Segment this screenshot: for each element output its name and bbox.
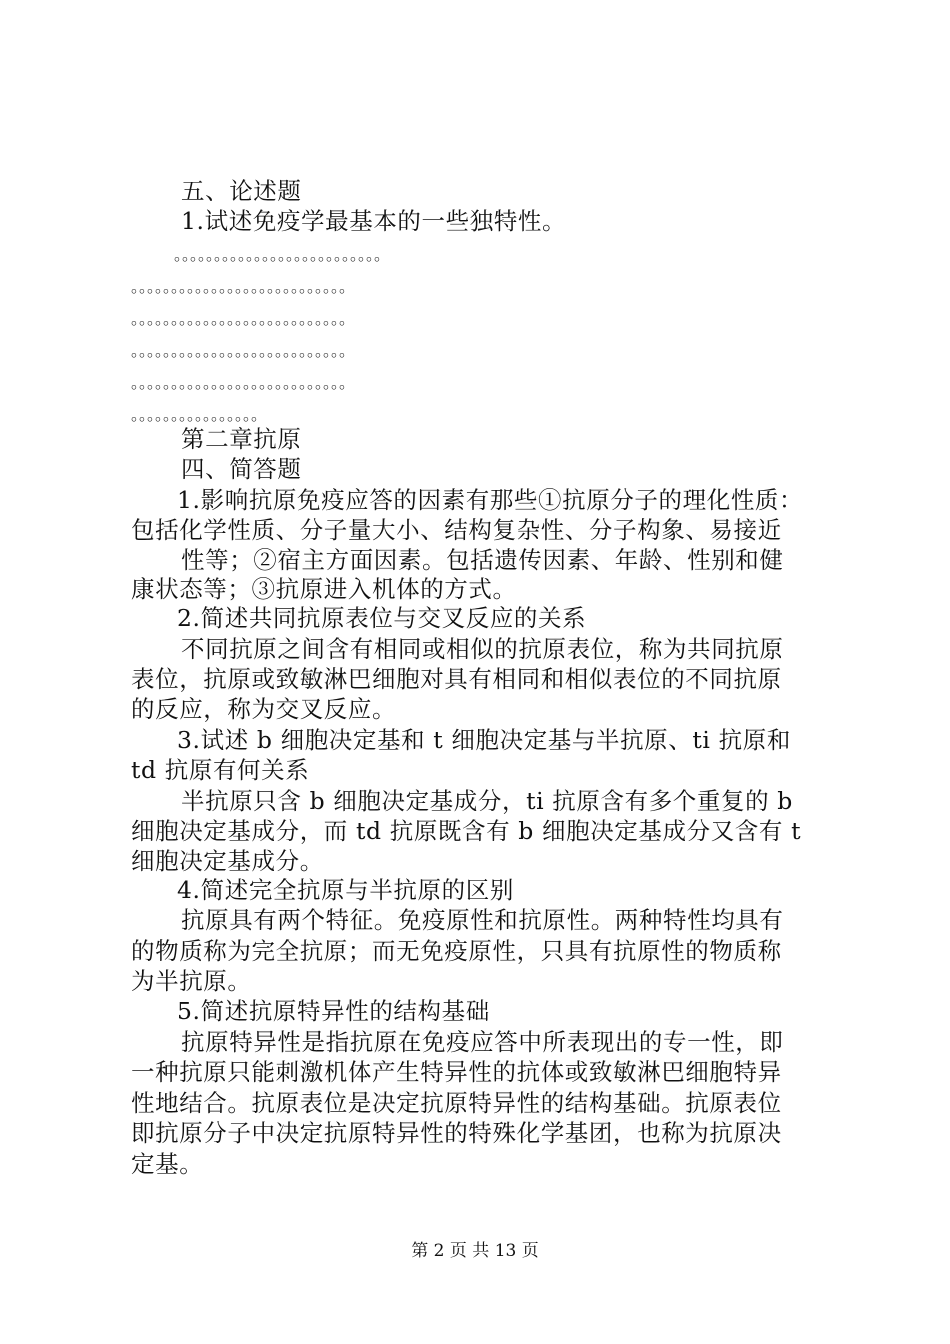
text-line: 不同抗原之间含有相同或相似的抗原表位，称为共同抗原	[181, 635, 784, 663]
answer-placeholder-dots-6: 。。。。。。。。。。。。。。。。	[131, 405, 268, 424]
text-line: 3.试述 b 细胞决定基和 t 细胞决定基与半抗原、ti 抗原和	[177, 726, 791, 754]
text-line: 4.简述完全抗原与半抗原的区别	[177, 876, 514, 904]
answer-placeholder-dots-4: 。。。。。。。。。。。。。。。。。。。。。。。。。。。	[131, 341, 356, 360]
section-heading-short-answer: 四、简答题	[181, 455, 302, 483]
answer-placeholder-dots-5: 。。。。。。。。。。。。。。。。。。。。。。。。。。。	[131, 373, 356, 392]
text-line: 性等；②宿主方面因素。包括遗传因素、年龄、性别和健	[181, 546, 784, 574]
text-line: 表位，抗原或致敏淋巴细胞对具有相同和相似表位的不同抗原	[131, 665, 782, 693]
text-line: 抗原特异性是指抗原在免疫应答中所表现出的专一性，即	[181, 1028, 784, 1056]
text-line: 性地结合。抗原表位是决定抗原特异性的结构基础。抗原表位	[131, 1089, 782, 1117]
answer-placeholder-dots-3: 。。。。。。。。。。。。。。。。。。。。。。。。。。。	[131, 309, 356, 328]
text-line: 即抗原分子中决定抗原特异性的特殊化学基团，也称为抗原决	[131, 1119, 782, 1147]
text-line: 的物质称为完全抗原；而无免疫原性，只具有抗原性的物质称	[131, 937, 782, 965]
text-line: 2.简述共同抗原表位与交叉反应的关系	[177, 604, 587, 632]
text-line: 半抗原只含 b 细胞决定基成分，ti 抗原含有多个重复的 b	[181, 787, 793, 815]
text-line: 康状态等；③抗原进入机体的方式。	[131, 575, 517, 603]
text-line: td 抗原有何关系	[131, 756, 310, 784]
question-1-title: 1.试述免疫学最基本的一些独特性。	[181, 207, 567, 235]
text-line: 包括化学性质、分子量大小、结构复杂性、分子构象、易接近	[131, 516, 782, 544]
text-line: 定基。	[131, 1150, 204, 1178]
text-line: 一种抗原只能刺激机体产生特异性的抗体或致敏淋巴细胞特异	[131, 1058, 782, 1086]
answer-placeholder-dots-2: 。。。。。。。。。。。。。。。。。。。。。。。。。。。	[131, 277, 356, 296]
answer-placeholder-dots-1: 。。。。。。。。。。。。。。。。。。。。。。。。。。	[174, 245, 391, 264]
text-line: 1.影响抗原免疫应答的因素有那些①抗原分子的理化性质：	[177, 486, 804, 514]
text-line: 为半抗原。	[131, 967, 252, 995]
text-line: 5.简述抗原特异性的结构基础	[177, 997, 490, 1025]
text-line: 抗原具有两个特征。免疫原性和抗原性。两种特性均具有	[181, 906, 784, 934]
text-line: 细胞决定基成分。	[131, 847, 324, 875]
text-line: 的反应，称为交叉反应。	[131, 695, 397, 723]
page-number-footer: 第 2 页 共 13 页	[411, 1241, 539, 1261]
chapter-title: 第二章抗原	[181, 425, 302, 453]
text-line: 细胞决定基成分，而 td 抗原既含有 b 细胞决定基成分又含有 t	[131, 817, 802, 845]
section-heading-essay: 五、论述题	[181, 177, 302, 205]
